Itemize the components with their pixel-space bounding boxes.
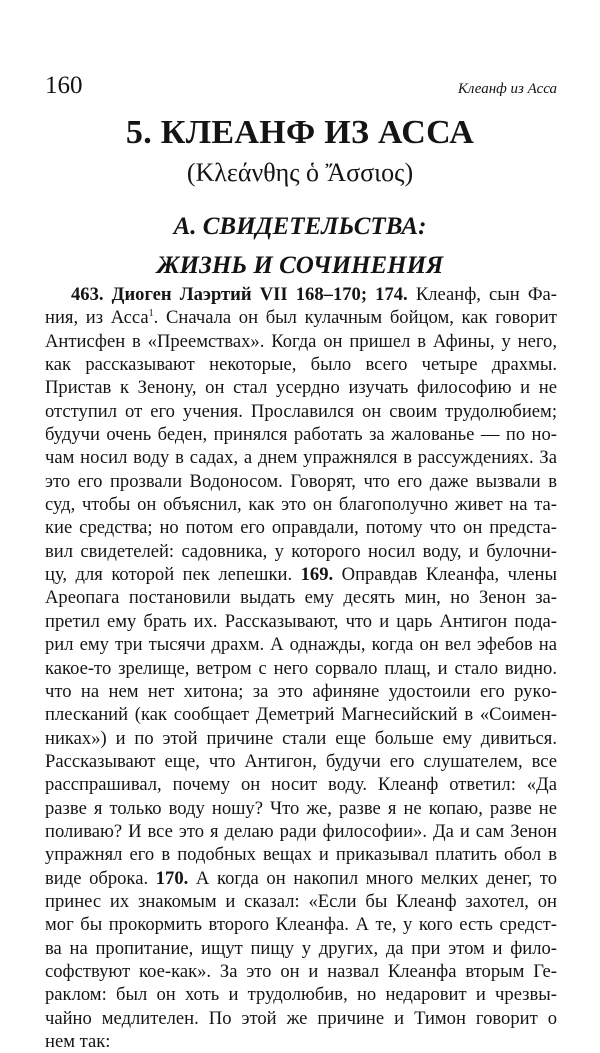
text-line: поливаю? И все это я делаю ради философии». Да и сам Зенон	[45, 820, 557, 842]
text-line: Рассказывают еще, что Антигон, будучи его слушателем, все	[45, 750, 557, 772]
text-line: рил ему три тысячи драхм. А однажды, когда он вел эфебов на	[45, 634, 557, 656]
text-line: ния, из Асса$^1$. Сначала он был кулачным бойцом, как говорит	[45, 307, 557, 329]
text-line: принес их знакомым и сказал: «Если бы Клеанф захотел, он	[45, 890, 557, 912]
section-title	[0, 207, 600, 285]
text-line: Пристав к Зенону, он стал усердно изучать философию и не	[45, 377, 557, 399]
reference-169: 169.	[300, 564, 334, 586]
reference-463: 463. Диоген Лаэртий VII 168–170; 174.	[71, 284, 408, 305]
section-title-line-2: ЖИЗНЬ И СОЧИНЕНИЯ	[156, 252, 444, 279]
running-header	[45, 72, 557, 102]
text-line: отступил от его учения. Прославился он своим трудолюбием;	[45, 400, 557, 422]
text-line: кие средства; но потом его оправдали, потому что он предста-	[45, 517, 557, 539]
text-line: плесканий (как сообщает Деметрий Магнесийский в «Соимен-	[45, 704, 557, 726]
text-line: ва на пропитание, ищут пищу у других, да при этом и фило-	[45, 937, 557, 959]
text-line: это его прозвали Водоносом. Говорят, что его даже вызвали в	[45, 470, 557, 492]
footnote-marker: 1	[148, 308, 154, 320]
text-line: будучи очень беден, принялся работать за жалованье — по но-	[45, 424, 557, 446]
running-title: Клеанф из Асса	[457, 81, 557, 97]
text-line: какое-то зрелище, ветром с него сорвало плащ, и стало видно.	[45, 657, 557, 679]
text-line: Антисфен в «Преемствах». Когда он пришел в Афины, у него,	[45, 330, 557, 352]
page-number: 160	[45, 72, 83, 99]
chapter-greek-title: (Κλεάνθης ὁ Ἄσσιος)	[186, 158, 414, 187]
chapter-title: 5. КЛЕАНФ ИЗ АССА	[125, 114, 475, 151]
text-line: разве я только воду ношу? Что же, разве я не копаю, разве не	[45, 797, 557, 819]
text-line: упражнял его в подобных вещах и приказывал платить обол в	[45, 844, 557, 866]
body-text	[45, 283, 557, 1053]
text-line: цу, для которой пек лепешки. 169. Оправдав Клеанфа, члены	[45, 564, 557, 586]
text-line: суд, чтобы он объяснил, как это он благополучно живет на та-	[45, 494, 557, 516]
text-line: как рассказывают некоторые, было всего четыре драхмы.	[45, 354, 557, 376]
text-line: Ареопага постановили выдать ему десять мин, но Зенон за-	[45, 587, 557, 609]
text-line: чам носил воду в садах, а днем упражнялся в рассуждениях. За	[45, 447, 557, 469]
text-line: расспрашивал, почему он носит воду. Клеанф ответил: «Да	[45, 774, 557, 796]
text-line: что на нем нет хитона; за это афиняне удостоили его рукo-	[45, 680, 557, 702]
text-line: раклом: был он хоть и трудолюбив, но недаровит и чрезвы-	[45, 984, 557, 1006]
text-line: софствуют кое-как». За это он и назвал Клеанфа вторым Ге-	[45, 960, 557, 982]
text-line: мог бы прокормить второго Клеанфа. А те, у кого есть средст-	[45, 914, 557, 936]
text-line: виде оброка. 170. А когда он накопил много мелких денег, то	[45, 867, 557, 889]
text-line: вил свидетелей: садовника, у которого носил воду, и булочни-	[45, 540, 557, 562]
text-line: чайно медлителен. По этой же причине и Тимон говорит о	[45, 1007, 557, 1029]
text-line: претил ему брать их. Рассказывают, что и царь Антигон пода-	[45, 610, 557, 632]
reference-170: 170.	[155, 867, 189, 889]
section-title-line-1: А. СВИДЕТЕЛЬСТВА:	[173, 213, 427, 240]
text-line: нем так:	[45, 1031, 111, 1052]
text-line: никах») и по этой причине стали еще больше ему дивиться.	[45, 727, 557, 749]
text-line: 463. Диоген Лаэртий VII 168–170; 174. Клеанф, сын Фа-	[71, 284, 557, 305]
